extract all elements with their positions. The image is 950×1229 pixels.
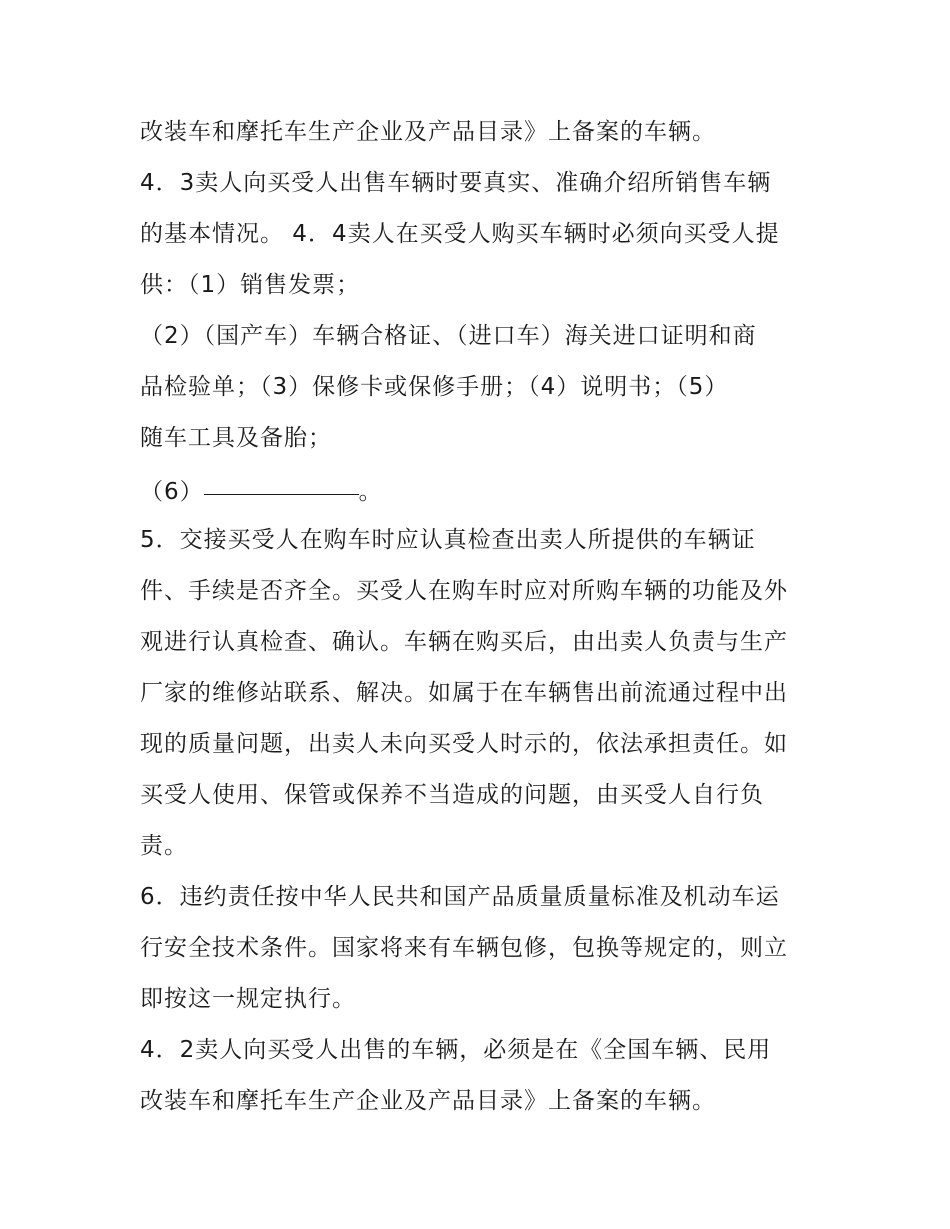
text-line-13: 现的质量问题，出卖人未向买受人时示的，依法承担责任。如 — [140, 731, 788, 757]
text-line-1: 改装车和摩托车生产企业及产品目录》上备案的车辆。 — [140, 119, 716, 145]
text-line-5: （2）（国产车）车辆合格证、（进口车）海关进口证明和商 — [140, 323, 757, 349]
text-line-4: 供：（1）销售发票； — [140, 272, 361, 298]
text-line-12: 厂家的维修站联系、解决。如属于在车辆售出前流通过程中出 — [140, 680, 788, 706]
text-line-2: 4．3卖人向买受人出售车辆时要真实、准确介绍所销售车辆 — [140, 170, 772, 196]
text-line-11: 观进行认真检查、确认。车辆在购买后，由出卖人负责与生产 — [140, 629, 788, 655]
text-line-7: 随车工具及备胎； — [140, 425, 332, 451]
text-line-19: 4．2卖人向买受人出售的车辆，必须是在《全国车辆、民用 — [140, 1037, 772, 1063]
text-line-item-6 — [140, 464, 820, 515]
contract-text — [140, 107, 820, 1127]
fill-in-blank[interactable] — [204, 464, 359, 495]
text-line-10: 件、手续是否齐全。买受人在购车时应对所购车辆的功能及外 — [140, 578, 788, 604]
text-line-18: 即按这一规定执行。 — [140, 986, 356, 1012]
text-line-14: 买受人使用、保管或保养不当造成的问题，由买受人自行负 — [140, 782, 764, 808]
text-line-15: 责。 — [140, 833, 188, 859]
text-line-3: 的基本情况。 4．4卖人在买受人购买车辆时必须向买受人提 — [140, 221, 780, 247]
text-line-6: 品检验单；（3）保修卡或保修手册；（4）说明书；（5） — [140, 374, 729, 400]
text-line-17: 行安全技术条件。国家将来有车辆包修，包换等规定的，则立 — [140, 935, 788, 961]
item-6-prefix: （6） — [140, 479, 204, 505]
item-6-suffix: 。 — [358, 479, 383, 505]
text-line-20: 改装车和摩托车生产企业及产品目录》上备案的车辆。 — [140, 1088, 716, 1114]
text-line-16: 6．违约责任按中华人民共和国产品质量质量标准及机动车运 — [140, 884, 780, 910]
text-line-9: 5．交接买受人在购车时应认真检查出卖人所提供的车辆证 — [140, 527, 756, 553]
